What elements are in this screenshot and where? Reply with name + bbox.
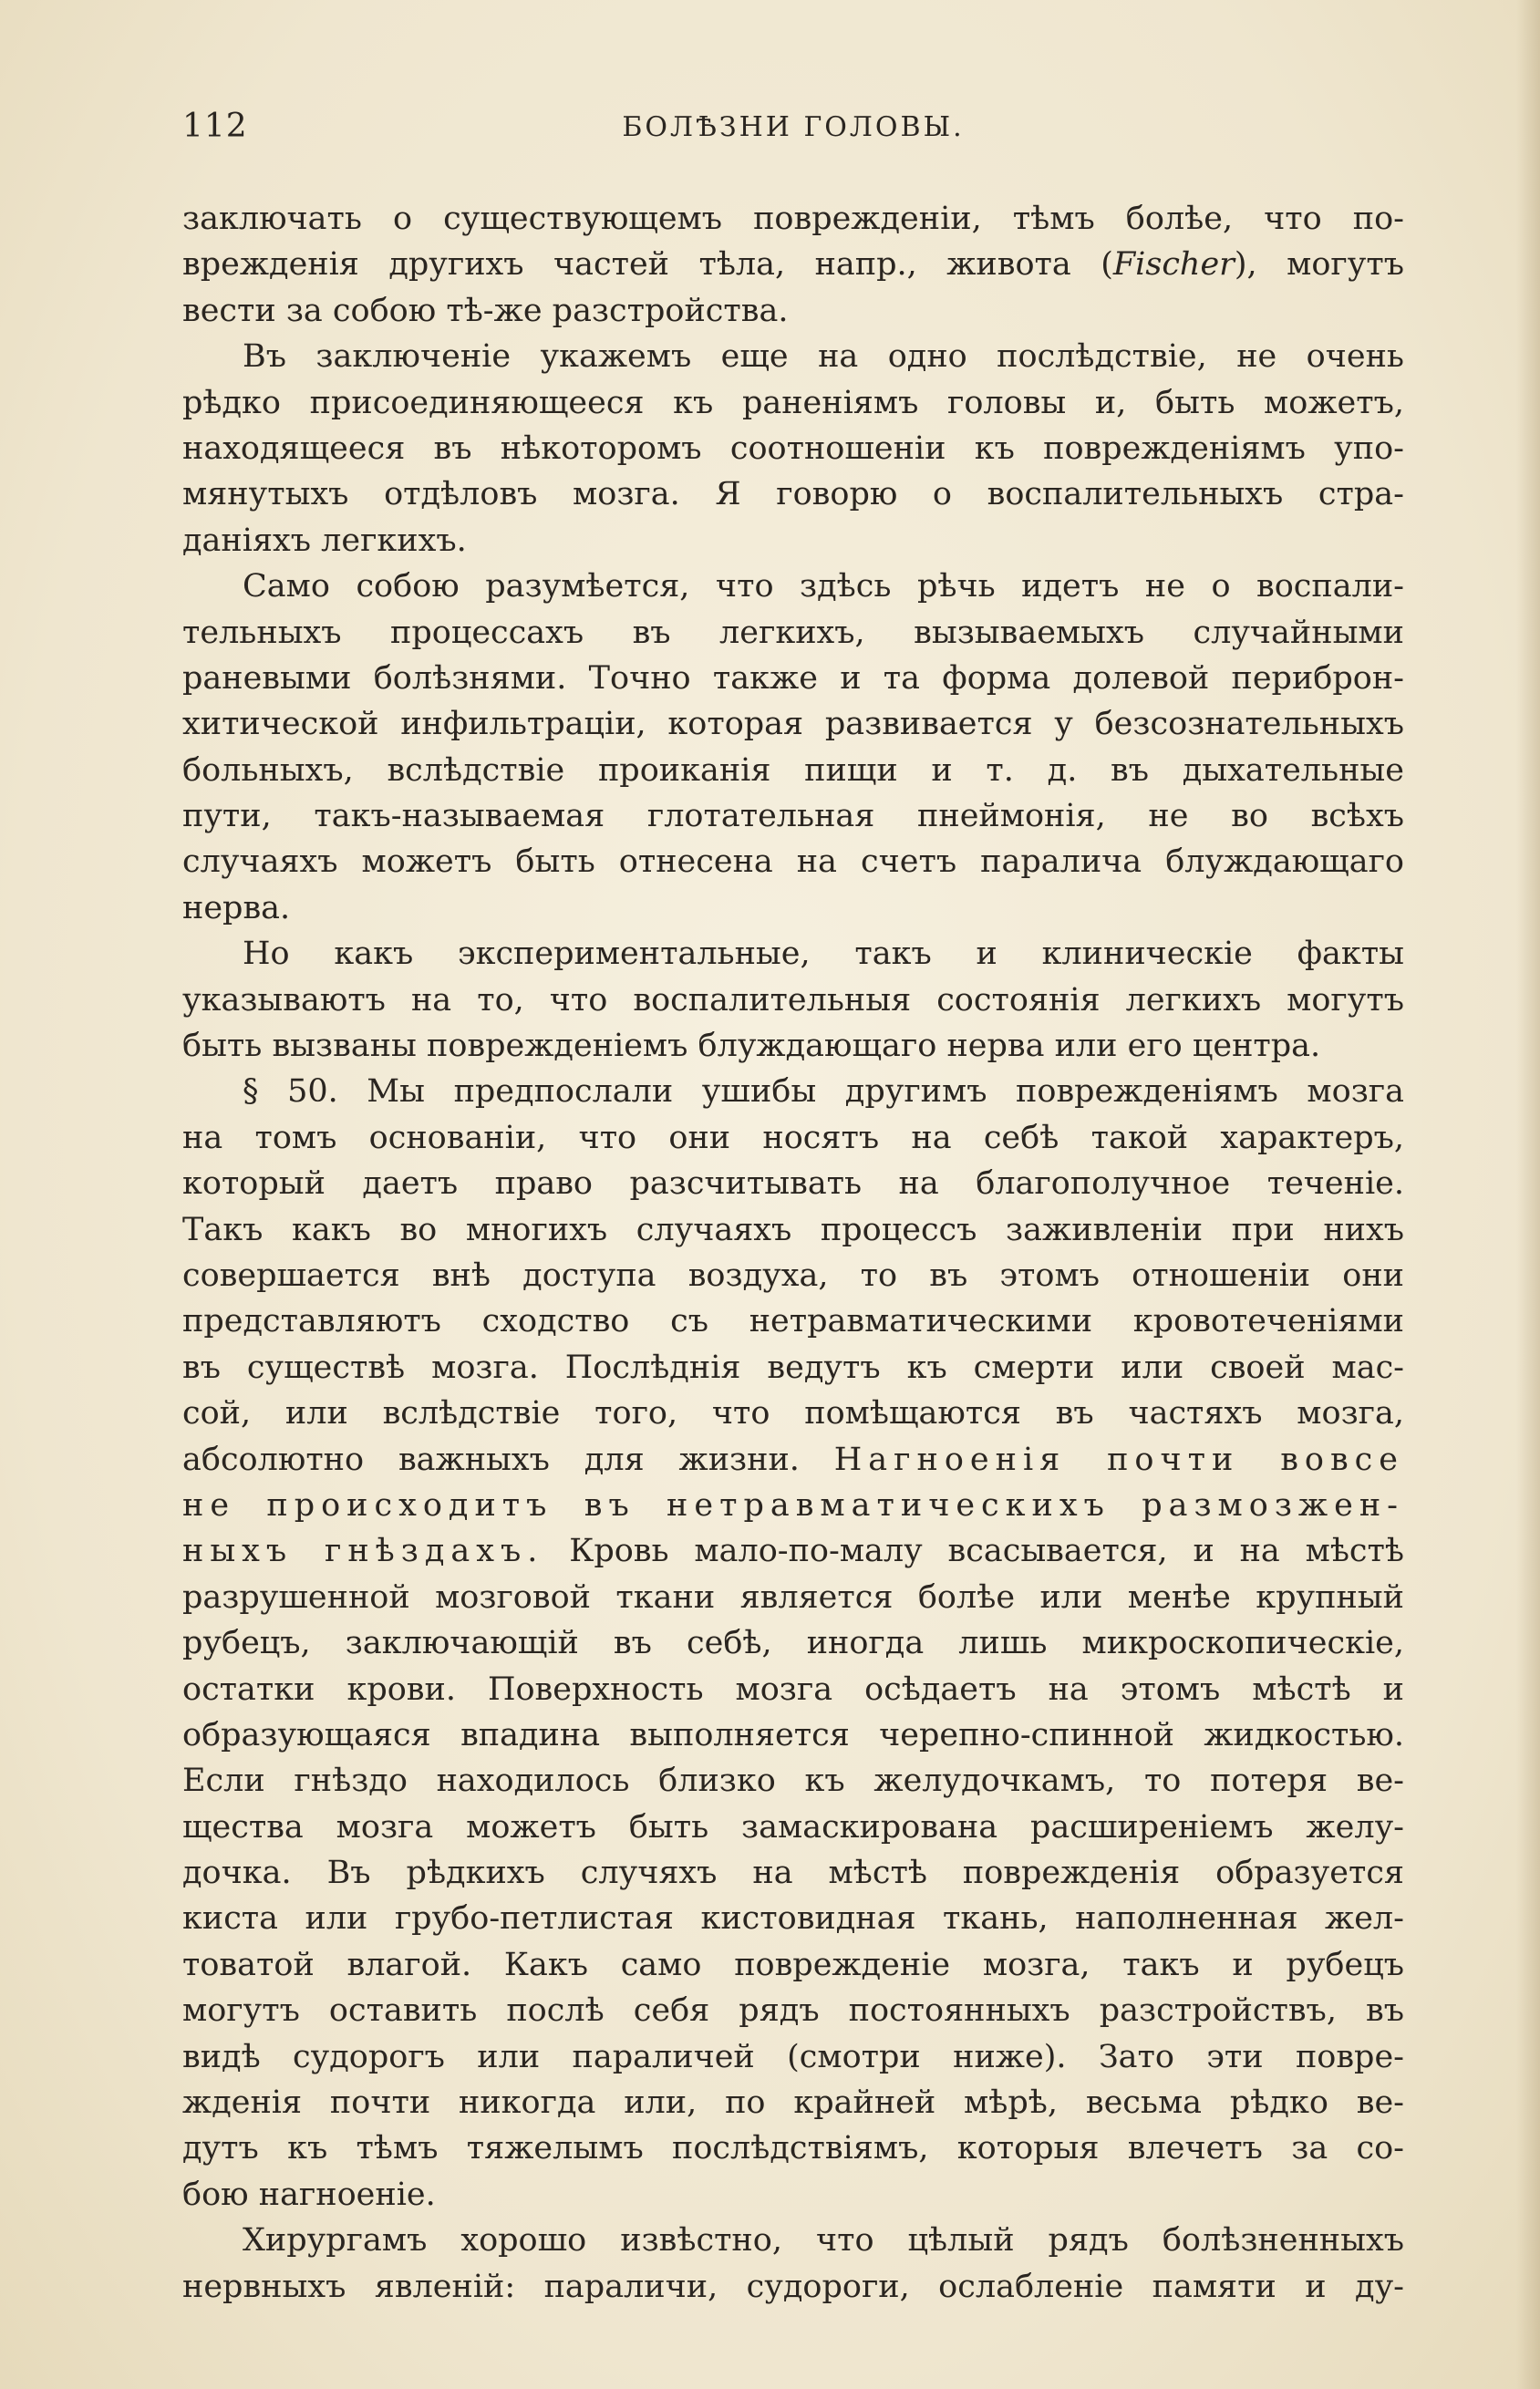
text-line xyxy=(182,1758,1404,1804)
text-line xyxy=(182,1575,1404,1620)
text-line-content: который даетъ право разсчитывать на благополучное теченіе. xyxy=(182,1165,1404,1203)
text-line xyxy=(182,2034,1404,2080)
text-line-content: указываютъ на то, что воспалительныя состоянія легкихъ могутъ xyxy=(182,981,1404,1019)
text-line xyxy=(182,1805,1404,1850)
text-line-content: представляютъ сходство съ нетравматическими кровотеченіями xyxy=(182,1303,1404,1340)
page-number: 112 xyxy=(182,108,248,145)
text-line xyxy=(182,1437,1404,1483)
text-line-content: бою нагноеніе. xyxy=(182,2176,436,2213)
text-line xyxy=(182,564,1404,609)
text-line-content: рѣдко присоединяющееся къ раненіямъ головы и, быть можетъ, xyxy=(182,384,1404,421)
text-line xyxy=(182,1942,1404,1988)
text-line-content: пути, такъ-называемая глотательная пнеймонія, не во всѣхъ xyxy=(182,798,1404,835)
text-line-content: мянутыхъ отдѣловъ мозга. Я говорю о воспалительныхъ стра- xyxy=(182,476,1404,513)
text-line-content: могутъ оставить послѣ себя рядъ постоянныхъ разстройствъ, въ xyxy=(182,1992,1404,2030)
running-title: БОЛѢЗНИ ГОЛОВЫ. xyxy=(622,111,965,143)
text-line-content: вести за собою тѣ-же разстройства. xyxy=(182,292,789,329)
text-line xyxy=(182,2080,1404,2125)
text-line xyxy=(182,793,1404,839)
text-line xyxy=(182,1207,1404,1253)
text-line xyxy=(182,1298,1404,1344)
text-line-content: даніяхъ легкихъ. xyxy=(182,522,467,559)
text-line-content: въ существѣ мозга. Послѣднія ведутъ къ смерти или своей мас- xyxy=(182,1349,1404,1386)
cited-author: Fischer xyxy=(1112,246,1235,284)
text-line xyxy=(182,1528,1404,1574)
text-line-content: остатки крови. Поверхность мозга осѣдаетъ на этомъ мѣстѣ и xyxy=(182,1670,1404,1708)
text-line xyxy=(182,426,1404,471)
text-line xyxy=(182,1988,1404,2033)
text-line-content: тельныхъ процессахъ въ легкихъ, вызываемыхъ случайными xyxy=(182,614,1404,651)
text-line-content: щества мозга можетъ быть замаскирована расширеніемъ желу- xyxy=(182,1808,1404,1846)
text-line xyxy=(182,977,1404,1023)
text-line-content: быть вызваны поврежденіемъ блуждающаго нерва или его центра. xyxy=(182,1028,1321,1065)
text-line-content: Само собою разумѣется, что здѣсь рѣчь идетъ не о воспали- xyxy=(243,568,1404,605)
text-line xyxy=(182,656,1404,701)
text-line-content: совершается внѣ доступа воздуха, то въ этомъ отношеніи они xyxy=(182,1257,1404,1294)
text-line-content: на томъ основаніи, что они носятъ на себѣ такой характеръ, xyxy=(182,1119,1404,1156)
text-line-content: больныхъ, вслѣдствіе проиканія пищи и т. д. въ дыхательные xyxy=(182,751,1404,789)
text-line-content: жденія почти никогда или, по крайней мѣрѣ, весьма рѣдко ве- xyxy=(182,2084,1404,2122)
text-line xyxy=(182,1253,1404,1298)
text-line-content: сой, или вслѣдствіе того, что помѣщаются въ частяхъ мозга, xyxy=(182,1395,1404,1432)
text-line-content: нервныхъ явленій: параличи, судороги, ослабленіе памяти и ду- xyxy=(182,2268,1404,2305)
text-line-content: нерва. xyxy=(182,889,291,926)
text-line xyxy=(182,1712,1404,1758)
text-line-content: Такъ какъ во многихъ случаяхъ процессъ заживленіи при нихъ xyxy=(182,1211,1404,1248)
text-line xyxy=(182,196,1404,242)
text-line xyxy=(182,471,1404,517)
text-line xyxy=(182,1620,1404,1666)
text-line-content: раневыми болѣзнями. Точно также и та форма долевой периброн- xyxy=(182,659,1404,697)
text-line-content: § 50. Мы предпослали ушибы другимъ поврежденіямъ мозга xyxy=(243,1073,1404,1111)
text-line xyxy=(182,1483,1404,1528)
running-head xyxy=(182,108,1404,162)
text-line-content: Если гнѣздо находилось близко къ желудочкамъ, то потеря ве- xyxy=(182,1763,1404,1800)
text-line-content: ), могутъ xyxy=(1234,246,1404,284)
text-line xyxy=(182,1115,1404,1161)
text-line xyxy=(182,1896,1404,1941)
text-line-content: видѣ судорогъ или параличей (смотри ниже). Зато эти повре- xyxy=(182,2038,1404,2075)
text-line xyxy=(182,701,1404,747)
text-line xyxy=(182,1391,1404,1436)
text-line-content: киста или грубо-петлистая кистовидная ткань, наполненная жел- xyxy=(182,1900,1404,1938)
text-line-content: врежденія другихъ частей тѣла, напр., живота ( xyxy=(182,246,1113,284)
text-line xyxy=(182,1850,1404,1896)
text-line xyxy=(182,2125,1404,2171)
text-line-content: заключать о существующемъ поврежденіи, тѣмъ болѣе, что по- xyxy=(182,201,1404,237)
text-line-content: товатой влагой. Какъ само поврежденіе мозга, такъ и рубецъ xyxy=(182,1946,1404,1983)
text-line xyxy=(182,2172,1404,2218)
text-line xyxy=(182,931,1404,977)
text-line xyxy=(182,288,1404,334)
text-line-content: находящееся въ нѣкоторомъ соотношеніи къ поврежденіямъ упо- xyxy=(182,429,1404,467)
text-line xyxy=(182,748,1404,793)
text-line xyxy=(182,610,1404,656)
text-line xyxy=(182,1345,1404,1391)
text-line xyxy=(182,380,1404,426)
text-line-content: хитической инфильтраціи, которая развивается у безсознательныхъ xyxy=(182,706,1404,743)
text-line xyxy=(182,1069,1404,1114)
body-text xyxy=(182,196,1404,2310)
emphasized-spaced-text: Нагноенія почти вовсе xyxy=(833,1441,1404,1478)
text-line-content: Хирургамъ хорошо извѣстно, что цѣлый рядъ болѣзненныхъ xyxy=(243,2222,1404,2260)
emphasized-spaced-text: ныхъ гнѣздахъ. xyxy=(182,1533,544,1570)
text-line-content: рубецъ, заключающій въ себѣ, иногда лишь микроскопическіе, xyxy=(182,1625,1404,1662)
text-line-content: дочка. Въ рѣдкихъ случяхъ на мѣстѣ поврежденія образуется xyxy=(182,1855,1404,1892)
text-line xyxy=(182,1023,1404,1069)
text-line-content: абсолютно важныхъ для жизни. xyxy=(182,1441,834,1478)
text-line xyxy=(182,839,1404,884)
text-line-content: дутъ къ тѣмъ тяжелымъ послѣдствіямъ, которыя влечетъ за со- xyxy=(182,2130,1404,2167)
page-edge-shadow xyxy=(1516,0,1540,2389)
text-line-content: образующаяся впадина выполняется черепно-спинной жидкостью. xyxy=(182,1716,1404,1753)
text-line xyxy=(182,334,1404,379)
text-line-content: Въ заключеніе укажемъ еще на одно послѣдствіе, не очень xyxy=(243,338,1404,376)
text-line xyxy=(182,1667,1404,1712)
text-line xyxy=(182,885,1404,931)
text-line-content: случаяхъ можетъ быть отнесена на счетъ паралича блуждающаго xyxy=(182,843,1404,881)
text-line xyxy=(182,1161,1404,1206)
text-line xyxy=(182,242,1404,287)
text-line xyxy=(182,518,1404,564)
text-line-content: Кровь мало-по-малу всасывается, и на мѣстѣ xyxy=(543,1533,1404,1570)
text-line xyxy=(182,2218,1404,2263)
emphasized-spaced-text: не происходитъ въ нетравматическихъ размозжен- xyxy=(182,1486,1404,1524)
text-line-content: разрушенной мозговой ткани является болѣе или менѣе крупный xyxy=(182,1578,1404,1616)
text-line xyxy=(182,2264,1404,2310)
text-line-content: Но какъ экспериментальные, такъ и клиническіе факты xyxy=(243,936,1404,973)
